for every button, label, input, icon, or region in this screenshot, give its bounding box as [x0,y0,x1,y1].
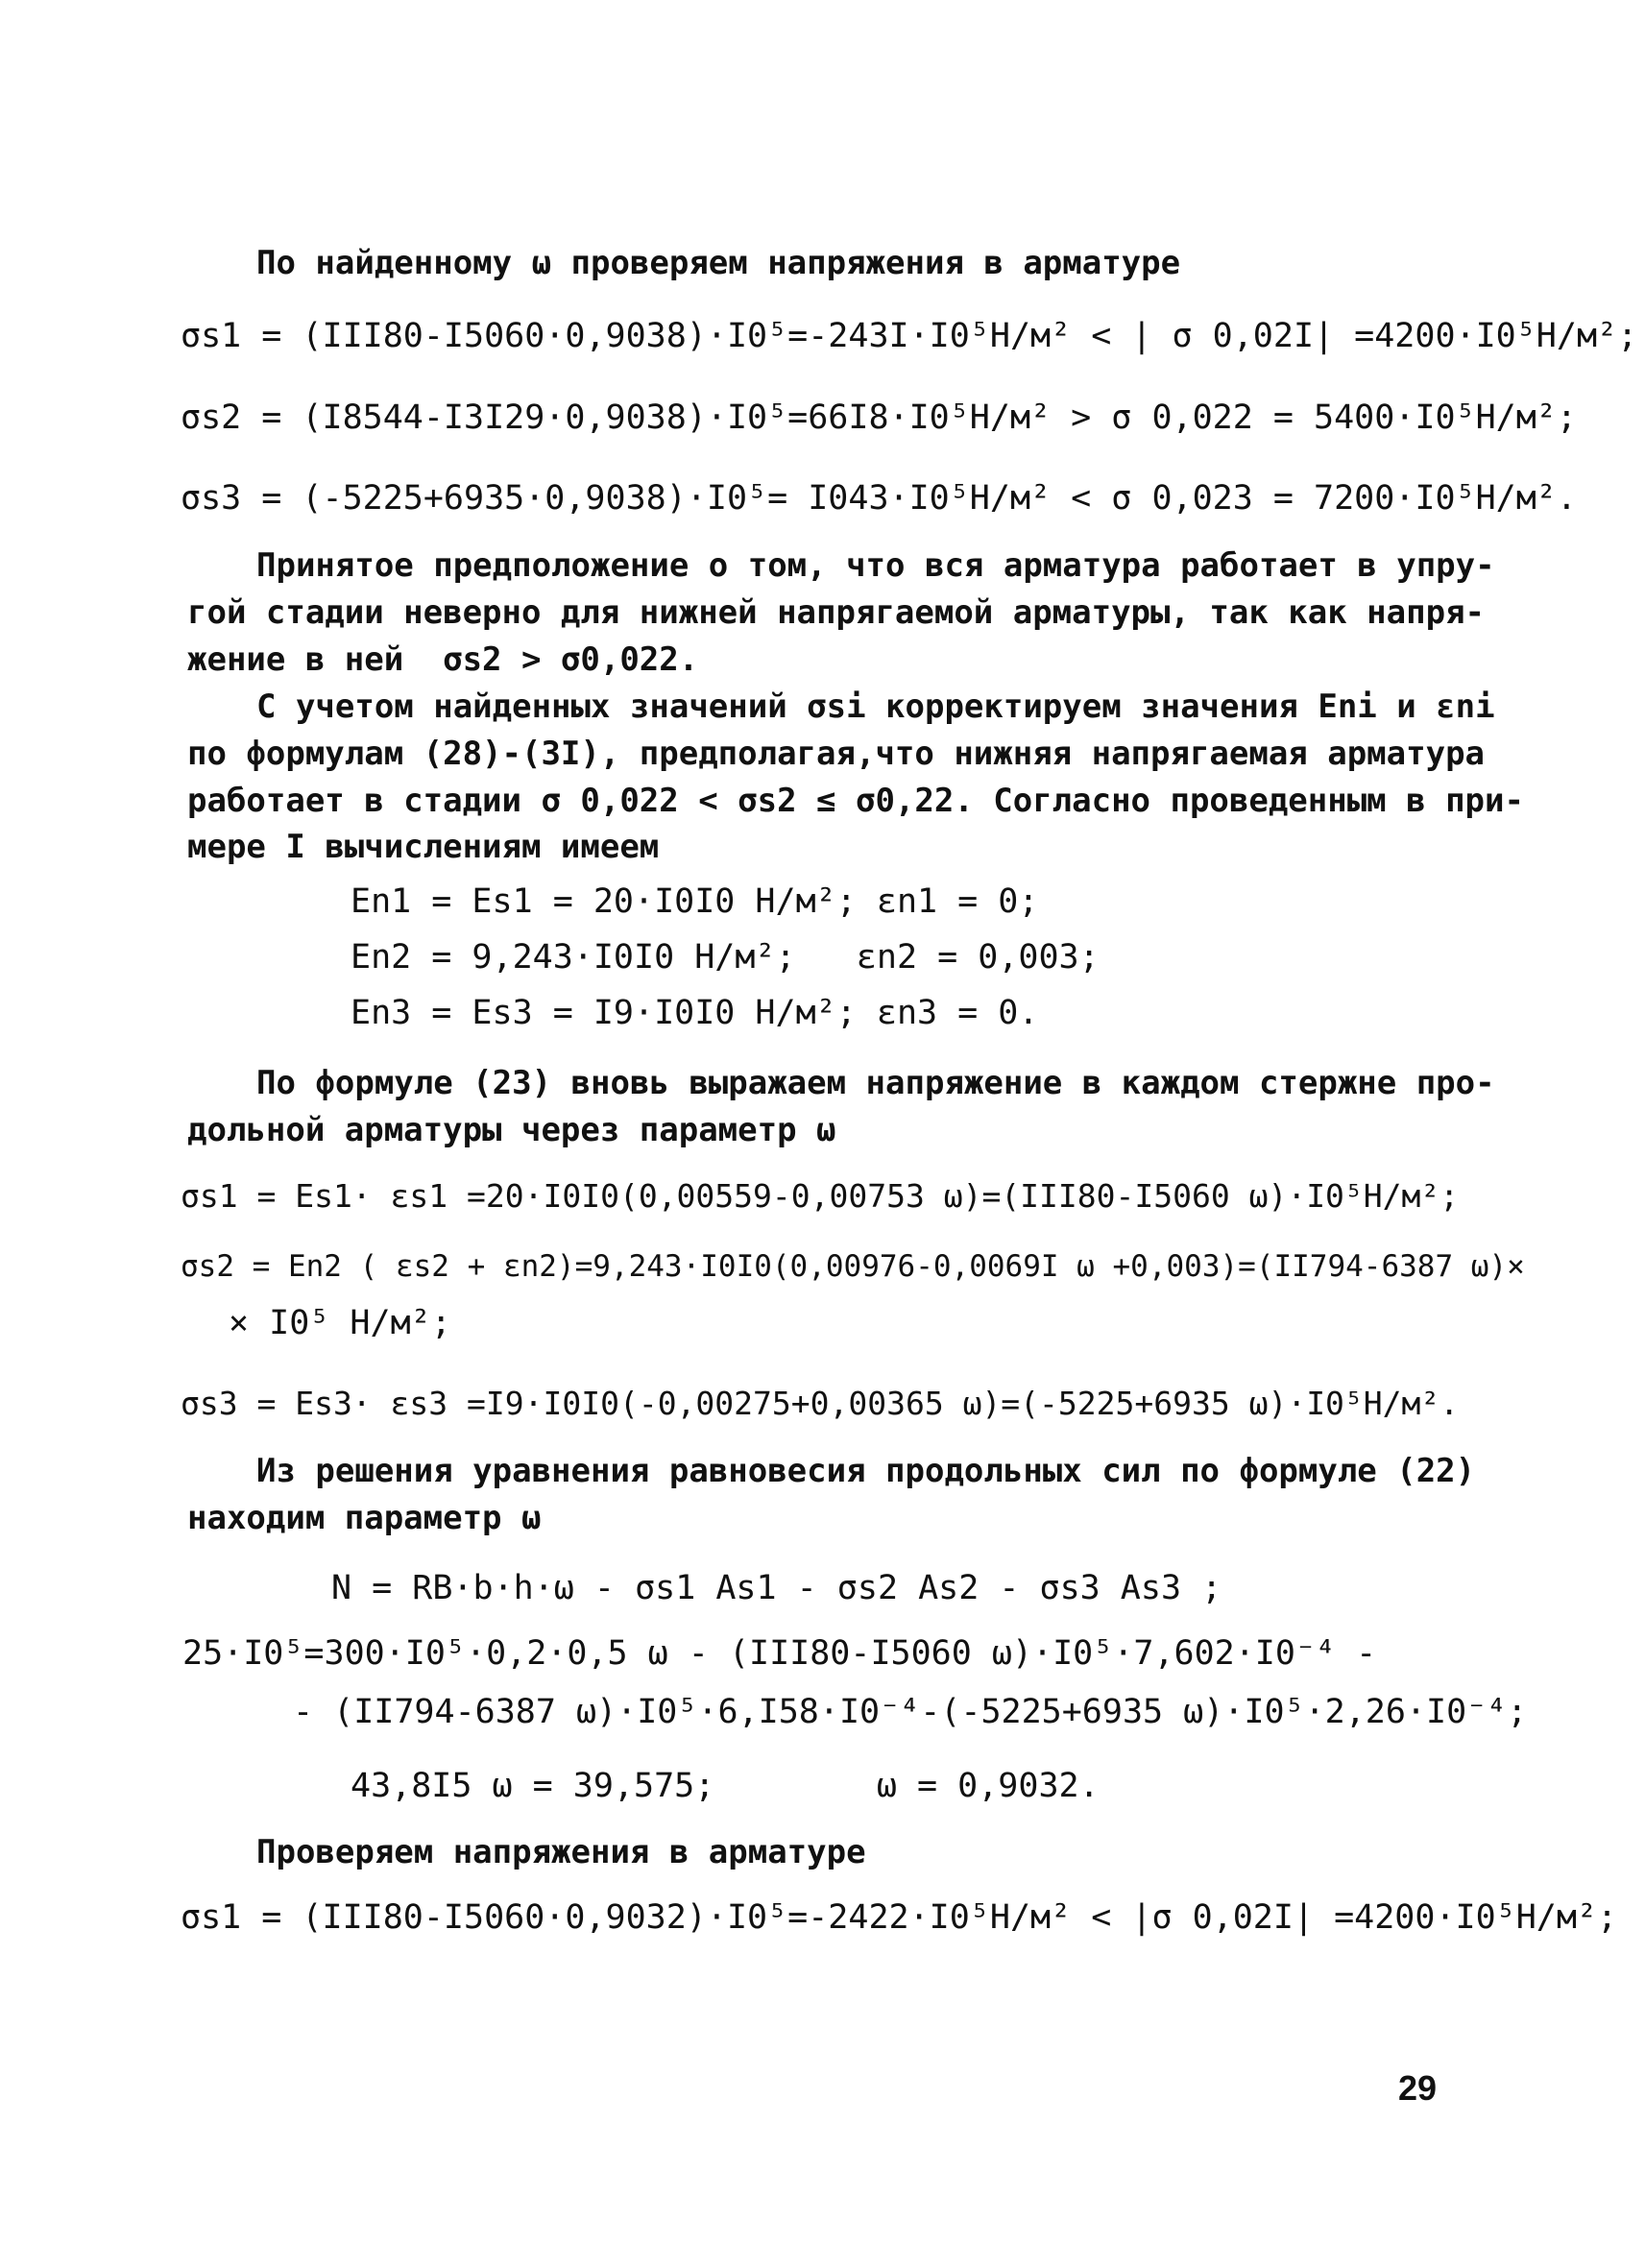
paragraph-line: Проверяем напряжения в арматуре [256,1833,866,1871]
equation-line: En1 = Es1 = 20·I0I0 Н/м²; εn1 = 0; [351,882,1039,921]
equation-line: En3 = Es3 = I9·I0I0 Н/м²; εn3 = 0. [351,994,1039,1032]
equation-line: σs2 = (I8544-I3I29·0,9038)·I0⁵=66I8·I0⁵Н/м² > σ 0,022 = 5400·I0⁵Н/м²; [181,398,1577,437]
equation-line: En2 = 9,243·I0I0 Н/м²; εn2 = 0,003; [351,938,1100,977]
equation-line: σs3 = Es3· εs3 =I9·I0I0(-0,00275+0,00365 ω)=(-5225+6935 ω)·I0⁵Н/м². [181,1385,1460,1422]
equation-line: σs1 = Es1· εs1 =20·I0I0(0,00559-0,00753 ω)=(III80-I5060 ω)·I0⁵Н/м²; [181,1177,1460,1215]
equation-line: 25·I0⁵=300·I0⁵·0,2·0,5 ω - (III80-I5060 ω)·I0⁵·7,602·I0⁻⁴ - [182,1634,1377,1673]
equation-line: σs2 = En2 ( εs2 + εn2)=9,243·I0I0(0,00976-0,0069I ω +0,003)=(II794-6387 ω)× [181,1249,1525,1284]
paragraph-line: по формулам (28)-(3I), предполагая,что нижняя напрягаемая арматура [187,735,1486,773]
equation-line: σs1 = (III80-I5060·0,9032)·I0⁵=-2422·I0⁵Н/м² < |σ 0,02I| =4200·I0⁵Н/м²; [181,1898,1618,1937]
equation-line: σs1 = (III80-I5060·0,9038)·I0⁵=-243I·I0⁵Н/м² < | σ 0,02I| =4200·I0⁵Н/м²; [181,317,1638,355]
paragraph-line: С учетом найденных значений σsi корректируем значения Eni и εni [256,688,1495,726]
paragraph-line: По найденному ω проверяем напряжения в арматуре [256,244,1181,282]
paragraph-line: работает в стадии σ 0,022 < σs2 ≤ σ0,22. Согласно проведенным в при- [187,782,1524,820]
paragraph-line: Принятое предположение о том, что вся арматура работает в упру- [256,546,1495,585]
paragraph-line: мере I вычислениям имеем [187,828,660,866]
equation-line: 43,8I5 ω = 39,575; ω = 0,9032. [351,1767,1100,1805]
equation-line: N = RB·b·h·ω - σs1 As1 - σs2 As2 - σs3 As3 ; [331,1569,1222,1607]
paragraph-line: жение в ней σs2 > σ0,022. [187,640,699,679]
paragraph-line: По формуле (23) вновь выражаем напряжение в каждом стержне про- [256,1064,1495,1102]
paragraph-line: Из решения уравнения равновесия продольных сил по формуле (22) [256,1452,1476,1490]
page-number: 29 [1398,2068,1438,2108]
equation-line: σs3 = (-5225+6935·0,9038)·I0⁵= I043·I0⁵Н/м² < σ 0,023 = 7200·I0⁵Н/м². [181,479,1577,518]
paragraph-line: гой стадии неверно для нижней напрягаемой арматуры, так как напря- [187,593,1486,632]
paragraph-line: находим параметр ω [187,1499,542,1537]
paragraph-line: дольной арматуры через параметр ω [187,1111,836,1149]
equation-line: × I0⁵ Н/м²; [229,1304,451,1342]
equation-line: - (II794-6387 ω)·I0⁵·6,I58·I0⁻⁴-(-5225+6935 ω)·I0⁵·2,26·I0⁻⁴; [293,1693,1528,1731]
